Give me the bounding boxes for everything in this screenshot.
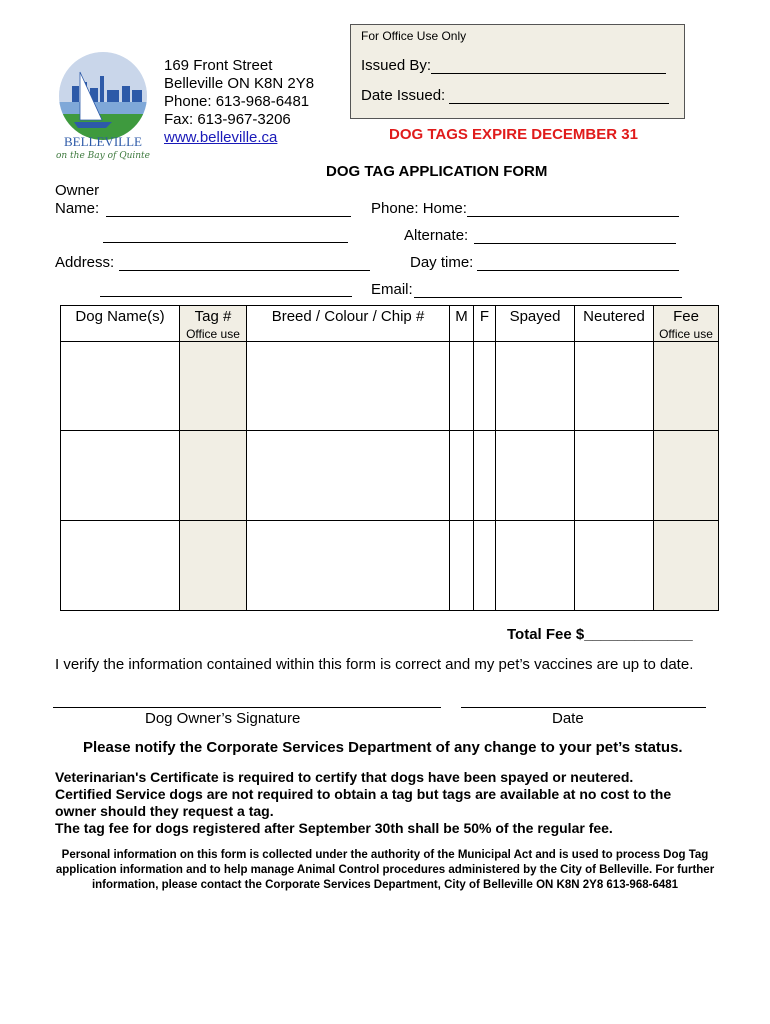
alternate-phone-field[interactable] xyxy=(474,243,676,244)
date-issued-row xyxy=(361,87,669,104)
neutered-cell[interactable] xyxy=(575,521,654,611)
m-cell[interactable] xyxy=(450,431,474,521)
dog-name-cell[interactable] xyxy=(61,342,180,431)
total-fee[interactable]: Total Fee $_____________ xyxy=(507,626,693,643)
date-issued-label: Date Issued: xyxy=(361,87,446,104)
header-tag xyxy=(180,306,247,342)
phone-home-label: Phone: Home: xyxy=(371,200,467,217)
privacy-notice: Personal information on this form is collected under the authority of the Municipal Act and is used to process Dog Tag application information and to help manage Animal Control procedures administered by the City of Belleville. For further information, please contact the Corporate Services Department, City of Belleville ON K8N 2Y8 613-968-6481 xyxy=(55,849,715,891)
tag-cell xyxy=(180,431,247,521)
address-field-line2[interactable] xyxy=(100,296,352,297)
issued-by-row xyxy=(361,57,666,74)
spayed-cell[interactable] xyxy=(496,342,575,431)
fee-cell xyxy=(654,521,719,611)
day-time-phone-field[interactable] xyxy=(477,270,679,271)
header-tag-sub: Office use xyxy=(186,327,240,341)
dog-name-cell[interactable] xyxy=(61,521,180,611)
vet-notes xyxy=(55,769,715,837)
logo-tagline: on the Bay of Quinte xyxy=(55,151,151,161)
city-logo xyxy=(52,52,155,162)
notify-notice: Please notify the Corporate Services Department of any change to your pet’s status. xyxy=(83,739,683,756)
issued-by-field[interactable] xyxy=(431,73,666,74)
f-cell[interactable] xyxy=(474,431,496,521)
breed-cell[interactable] xyxy=(247,431,450,521)
neutered-cell[interactable] xyxy=(575,342,654,431)
name-label: Name: xyxy=(55,200,100,217)
table-header-row xyxy=(61,306,719,342)
address-label: Address: xyxy=(55,254,115,271)
name-field-line1[interactable] xyxy=(106,216,351,217)
date-issued-field[interactable] xyxy=(449,103,669,104)
form-title: DOG TAG APPLICATION FORM xyxy=(326,163,548,180)
dog-table xyxy=(60,305,719,611)
website-link[interactable]: www.belleville.ca xyxy=(164,129,278,146)
tag-cell xyxy=(180,521,247,611)
tag-cell xyxy=(180,342,247,431)
day-time-label: Day time: xyxy=(410,254,474,271)
phone-home-field[interactable] xyxy=(467,216,679,217)
vet-note-1: Veterinarian's Certificate is required to certify that dogs have been spayed or neutered. xyxy=(55,769,634,785)
header-fee-sub: Office use xyxy=(659,327,713,341)
vet-note-3: The tag fee for dogs registered after September 30th shall be 50% of the regular fee. xyxy=(55,820,613,836)
header-neutered: Neutered xyxy=(575,306,654,342)
office-use-title: For Office Use Only xyxy=(361,29,467,43)
table-row xyxy=(61,521,719,611)
name-field-line2[interactable] xyxy=(103,242,348,243)
breed-cell[interactable] xyxy=(247,342,450,431)
verify-statement: I verify the information contained within this form is correct and my pet’s vaccines are up to date. xyxy=(55,656,694,673)
fee-cell xyxy=(654,431,719,521)
date-caption: Date xyxy=(552,710,584,727)
header-tag-label: Tag # xyxy=(194,308,232,325)
owner-label: Owner xyxy=(55,182,100,199)
f-cell[interactable] xyxy=(474,521,496,611)
table-row xyxy=(61,342,719,431)
m-cell[interactable] xyxy=(450,521,474,611)
header-spayed: Spayed xyxy=(496,306,575,342)
dog-name-cell[interactable] xyxy=(61,431,180,521)
owner-signature-line[interactable] xyxy=(53,707,441,708)
address-field-line1[interactable] xyxy=(119,270,370,271)
vet-note-2: Certified Service dogs are not required to obtain a tag but tags are available at no cost to the owner should they request a tag. xyxy=(55,786,672,819)
expire-notice: DOG TAGS EXPIRE DECEMBER 31 xyxy=(389,126,638,143)
email-label: Email: xyxy=(371,281,413,298)
phone-number: Phone: 613-968-6481 xyxy=(164,93,310,110)
fax-number: Fax: 613-967-3206 xyxy=(164,111,291,128)
spayed-cell[interactable] xyxy=(496,521,575,611)
m-cell[interactable] xyxy=(450,342,474,431)
header-dog-names: Dog Name(s) xyxy=(61,306,180,342)
logo-city-name: BELLEVILLE xyxy=(64,134,142,149)
issued-by-label: Issued By: xyxy=(361,57,432,74)
email-field[interactable] xyxy=(414,297,682,298)
header-fee-label: Fee xyxy=(673,308,699,325)
f-cell[interactable] xyxy=(474,342,496,431)
breed-cell[interactable] xyxy=(247,521,450,611)
header-m: M xyxy=(450,306,474,342)
address-block xyxy=(164,57,314,147)
city-line: Belleville ON K8N 2Y8 xyxy=(164,75,315,92)
fee-cell xyxy=(654,342,719,431)
table-row xyxy=(61,431,719,521)
spayed-cell[interactable] xyxy=(496,431,575,521)
owner-signature-caption: Dog Owner’s Signature xyxy=(145,710,301,727)
neutered-cell[interactable] xyxy=(575,431,654,521)
date-line[interactable] xyxy=(461,707,706,708)
street-address: 169 Front Street xyxy=(164,57,273,74)
alternate-label: Alternate: xyxy=(404,227,469,244)
header-f: F xyxy=(474,306,496,342)
header-breed: Breed / Colour / Chip # xyxy=(247,306,450,342)
header-fee xyxy=(654,306,719,342)
